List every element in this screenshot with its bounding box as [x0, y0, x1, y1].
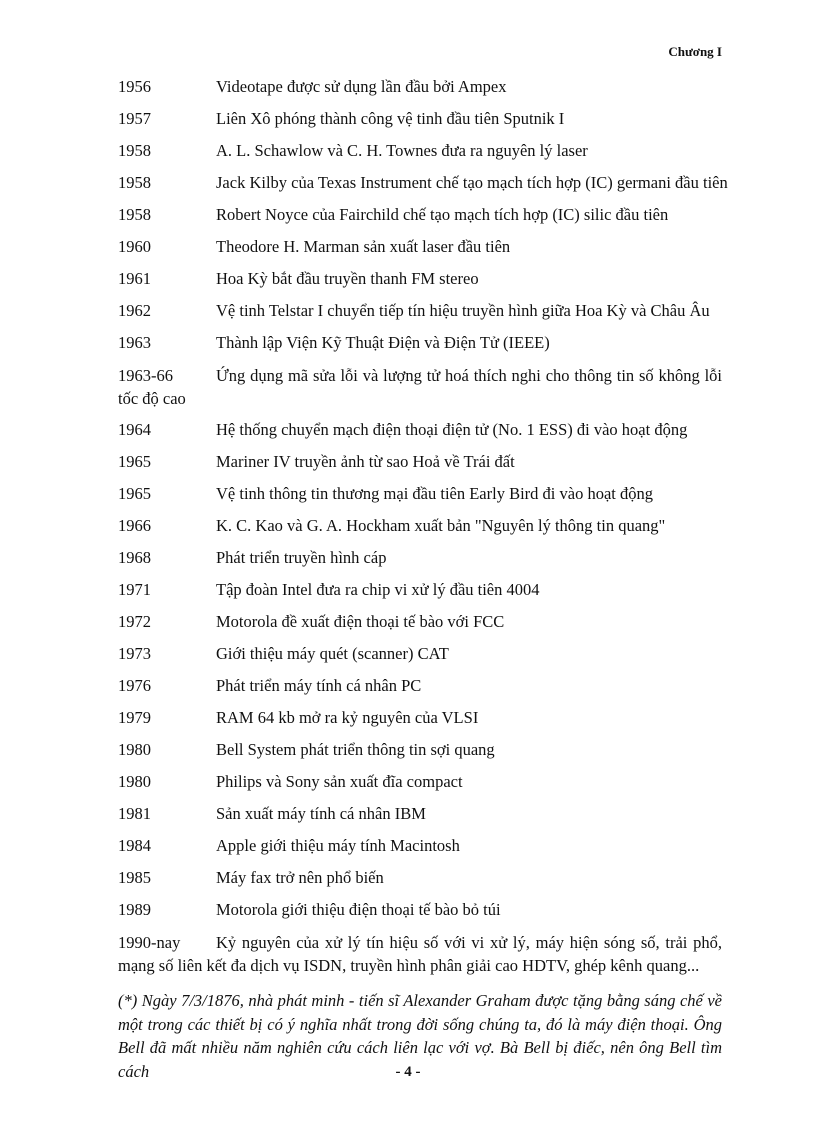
timeline-row — [118, 705, 722, 737]
timeline-event: Máy fax trở nên phổ biến — [216, 868, 384, 887]
timeline-year: 1985 — [118, 868, 151, 887]
timeline-event: Phát triển máy tính cá nhân PC — [216, 676, 422, 695]
timeline-year: 1980 — [118, 740, 151, 759]
timeline-year: 1958 — [118, 141, 151, 160]
timeline-year: 1990-nay — [118, 933, 181, 952]
timeline-event: Apple giới thiệu máy tính Macintosh — [216, 836, 460, 855]
timeline-year: 1973 — [118, 644, 151, 663]
timeline-year: 1956 — [118, 77, 151, 96]
timeline-event: Theodore H. Marman sản xuất laser đầu tiên — [216, 237, 511, 256]
timeline-event: Liên Xô phóng thành công vệ tinh đầu tiên Sputnik I — [216, 109, 565, 128]
timeline-row — [118, 865, 722, 897]
timeline-event: A. L. Schawlow và C. H. Townes đưa ra nguyên lý laser — [216, 141, 588, 160]
timeline-year: 1965 — [118, 452, 151, 471]
timeline-year: 1963-66 — [118, 366, 173, 385]
timeline-year: 1966 — [118, 516, 151, 535]
timeline-year: 1958 — [118, 205, 151, 224]
timeline-year: 1971 — [118, 580, 151, 599]
timeline-row — [118, 234, 722, 266]
timeline-year: 1989 — [118, 900, 151, 919]
timeline-row — [118, 513, 722, 545]
timeline-event: Jack Kilby của Texas Instrument chế tạo mạch tích hợp (IC) germani đầu tiên — [216, 173, 728, 192]
timeline-row — [118, 74, 722, 106]
timeline-row — [118, 298, 722, 330]
timeline-event: Motorola đề xuất điện thoại tế bào với FCC — [216, 612, 505, 631]
timeline-row — [118, 545, 722, 577]
timeline-row — [118, 106, 722, 138]
timeline-row — [118, 737, 722, 769]
timeline-row — [118, 170, 728, 202]
timeline-row — [118, 769, 722, 801]
timeline-year: 1964 — [118, 420, 151, 439]
timeline-event: Sản xuất máy tính cá nhân IBM — [216, 804, 426, 823]
timeline-year: 1984 — [118, 836, 151, 855]
timeline-year: 1972 — [118, 612, 151, 631]
timeline-row — [118, 577, 722, 609]
page-number: - 4 - — [395, 1064, 421, 1080]
timeline-row — [118, 609, 722, 641]
timeline-event: Philips và Sony sản xuất đĩa compact — [216, 772, 463, 791]
timeline-row — [118, 673, 722, 705]
footnote-text: Ngày 7/3/1876, nhà phát minh - tiến sĩ Alexander Graham được tặng bằng sáng chế về một trong các thiết bị có ý nghĩa nhất trong đời sống chúng ta, đó là máy điện thoại. Ông Bell đã mất nhiều năm nghiên cứu cách liên lạc với vợ. Bà Bell bị điếc, nên ông Bell tìm cách — [118, 991, 723, 1081]
timeline-row — [118, 266, 722, 298]
timeline-event: Mariner IV truyền ảnh từ sao Hoả về Trái đất — [216, 452, 515, 471]
timeline-event: Thành lập Viện Kỹ Thuật Điện và Điện Tử (IEEE) — [216, 333, 550, 352]
timeline-event: K. C. Kao và G. A. Hockham xuất bản "Nguyên lý thông tin quang" — [216, 516, 666, 535]
timeline-event: Tập đoàn Intel đưa ra chip vi xử lý đầu tiên 4004 — [216, 580, 540, 599]
timeline-row — [118, 362, 722, 417]
timeline-event: Vệ tinh thông tin thương mại đầu tiên Early Bird đi vào hoạt động — [216, 484, 653, 503]
timeline-list — [118, 74, 728, 984]
timeline-year: 1957 — [118, 109, 151, 128]
timeline-year: 1976 — [118, 676, 151, 695]
timeline-row — [118, 330, 722, 362]
timeline-year: 1965 — [118, 484, 151, 503]
timeline-event: Hoa Kỳ bắt đầu truyền thanh FM stereo — [216, 269, 479, 288]
timeline-event: Giới thiệu máy quét (scanner) CAT — [216, 644, 449, 663]
timeline-year: 1981 — [118, 804, 151, 823]
timeline-year: 1979 — [118, 708, 151, 727]
timeline-year: 1958 — [118, 173, 151, 192]
timeline-event: Bell System phát triển thông tin sợi quang — [216, 740, 495, 759]
timeline-event: Robert Noyce của Fairchild chế tạo mạch tích hợp (IC) silic đầu tiên — [216, 205, 669, 224]
chapter-header: Chương I — [668, 44, 722, 59]
timeline-row — [118, 833, 722, 865]
timeline-event: Motorola giới thiệu điện thoại tế bào bỏ túi — [216, 900, 501, 919]
timeline-row — [118, 481, 722, 513]
timeline-row — [118, 801, 722, 833]
timeline-event: Hệ thống chuyển mạch điện thoại điện tử (No. 1 ESS) đi vào hoạt động — [216, 420, 688, 439]
timeline-year: 1962 — [118, 301, 151, 320]
timeline-row — [118, 641, 722, 673]
timeline-row — [118, 202, 722, 234]
timeline-event: Videotape được sử dụng lần đầu bởi Ampex — [216, 77, 507, 96]
timeline-row — [118, 417, 722, 449]
timeline-event: RAM 64 kb mở ra kỷ nguyên của VLSI — [216, 708, 479, 727]
timeline-event: Vệ tinh Telstar I chuyển tiếp tín hiệu truyền hình giữa Hoa Kỳ và Châu Âu — [216, 301, 710, 320]
timeline-year: 1961 — [118, 269, 151, 288]
timeline-event: Kỷ nguyên của xử lý tín hiệu số với vi xử lý, máy hiện sóng số, trải phổ, mạng số liên kết đa dịch vụ ISDN, truyền hình phân giải cao HDTV, ghép kênh quang... — [118, 933, 722, 975]
timeline-year: 1968 — [118, 548, 151, 567]
footnote-mark: (*) — [118, 991, 138, 1010]
timeline-year: 1960 — [118, 237, 151, 256]
timeline-year: 1963 — [118, 333, 151, 352]
timeline-row — [118, 138, 722, 170]
timeline-year: 1980 — [118, 772, 151, 791]
timeline-row — [118, 929, 722, 984]
timeline-row — [118, 449, 722, 481]
timeline-event: Phát triển truyền hình cáp — [216, 548, 387, 567]
timeline-row — [118, 897, 722, 929]
timeline-event: Ứng dụng mã sửa lỗi và lượng tử hoá thích nghi cho thông tin số không lỗi tốc độ cao — [118, 366, 722, 408]
